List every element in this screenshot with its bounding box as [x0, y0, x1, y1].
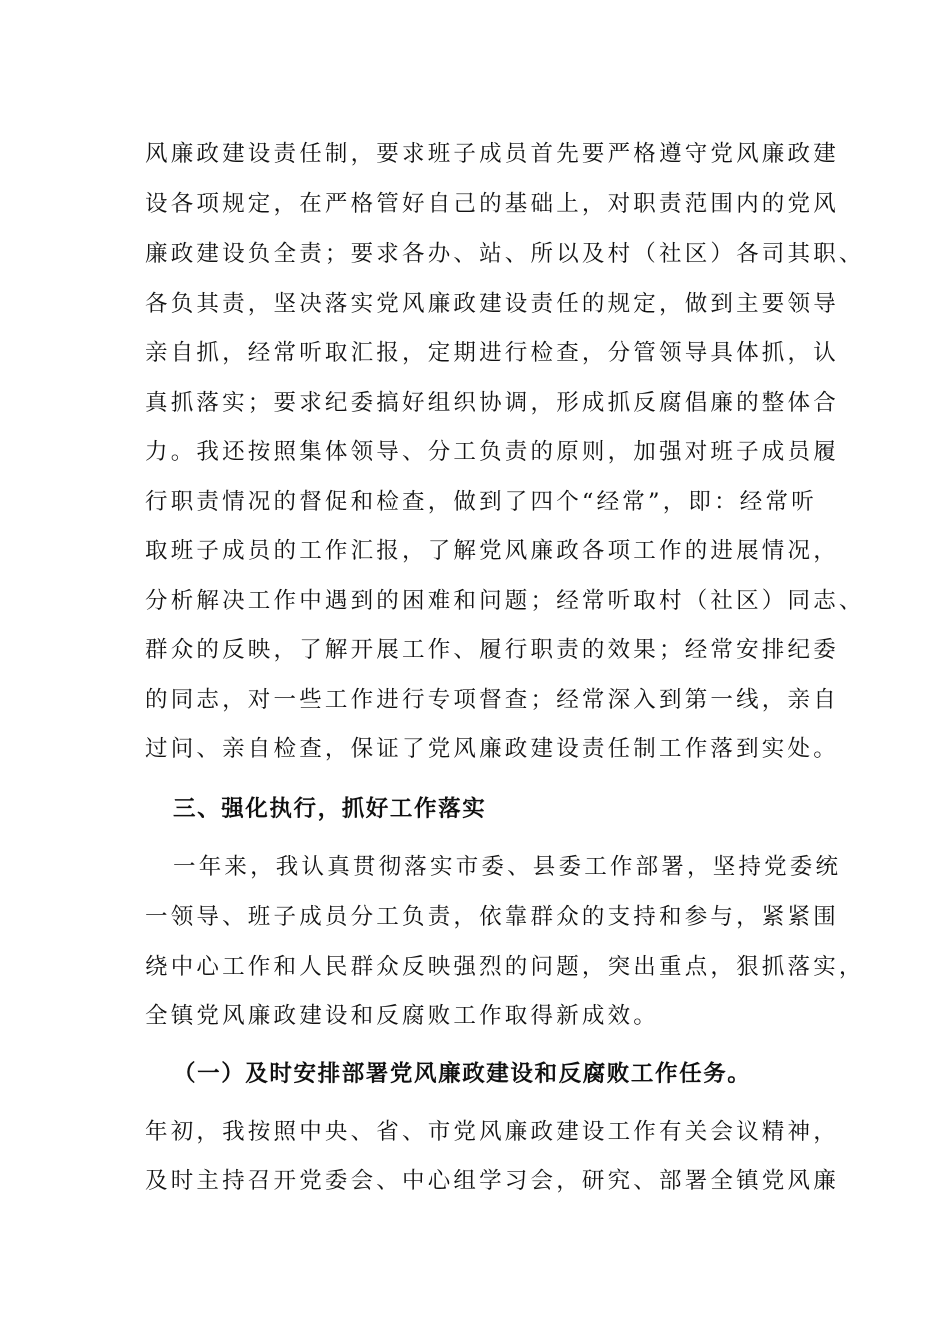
subsection-heading: （一）及时安排部署党风廉政建设和反腐败工作任务。 [173, 1061, 752, 1087]
paragraph-line: 亲自抓，经常听取汇报，定期进行检查，分管领导具体抓，认 [145, 340, 839, 366]
paragraph-line: 一年来，我认真贯彻落实市委、县委工作部署，坚持党委统 [173, 854, 842, 880]
paragraph-line: 各负其责，坚决落实党风廉政建设责任的规定，做到主要领导 [145, 291, 839, 317]
paragraph-line: 及时主持召开党委会、中心组学习会，研究、部署全镇党风廉 [145, 1168, 839, 1194]
paragraph-line: 取班子成员的工作汇报，了解党风廉政各项工作的进展情况， [145, 538, 839, 564]
paragraph-line: 过问、亲自检查，保证了党风廉政建设责任制工作落到实处。 [145, 736, 839, 762]
paragraph-line: 真抓落实；要求纪委搞好组织协调，形成抓反腐倡廉的整体合 [145, 390, 839, 416]
paragraph-line: 全镇党风廉政建设和反腐败工作取得新成效。 [145, 1003, 660, 1029]
paragraph-line: 力。我还按照集体领导、分工负责的原则，加强对班子成员履 [145, 439, 839, 465]
paragraph-line: 风廉政建设责任制，要求班子成员首先要严格遵守党风廉政建 [145, 141, 839, 167]
paragraph-line: 一领导、班子成员分工负责，依靠群众的支持和参与，紧紧围 [145, 904, 839, 930]
paragraph-line: 行职责情况的督促和检查，做到了四个“经常”，即：经常听 [145, 489, 817, 515]
paragraph-line: 群众的反映，了解开展工作、履行职责的效果；经常安排纪委 [145, 637, 839, 663]
paragraph-line: 年初，我按照中央、省、市党风廉政建设工作有关会议精神， [145, 1119, 839, 1145]
paragraph-line: 设各项规定，在严格管好自己的基础上，对职责范围内的党风 [145, 191, 839, 217]
section-heading: 三、强化执行，抓好工作落实 [173, 796, 487, 822]
paragraph-line: 的同志，对一些工作进行专项督查；经常深入到第一线，亲自 [145, 687, 839, 713]
paragraph-line: 分析解决工作中遇到的困难和问题；经常听取村（社区）同志、 [145, 588, 865, 614]
paragraph-line: 廉政建设负全责；要求各办、站、所以及村（社区）各司其职、 [145, 241, 865, 267]
paragraph-line: 绕中心工作和人民群众反映强烈的问题，突出重点，狠抓落实， [145, 954, 865, 980]
